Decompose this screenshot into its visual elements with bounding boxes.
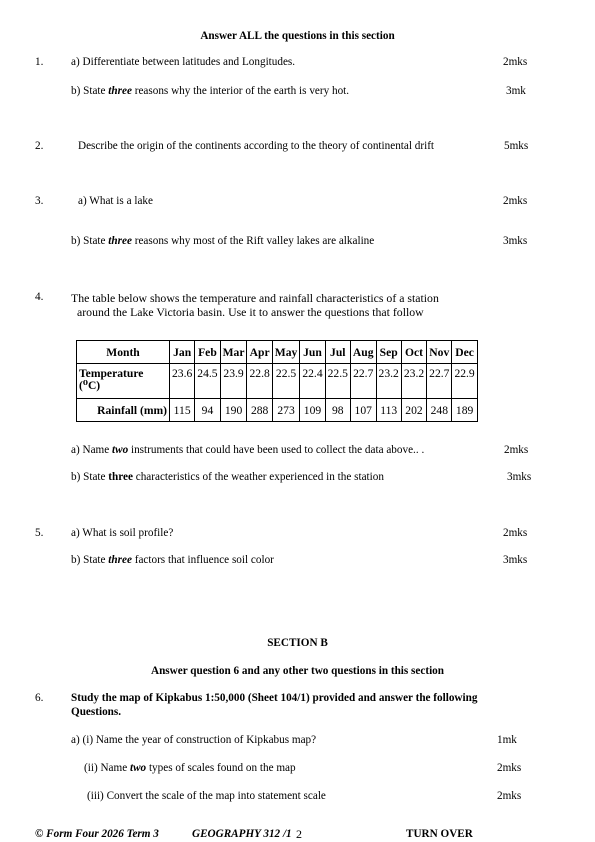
q5a-marks: 2mks	[503, 527, 528, 539]
table-row-temperature	[77, 364, 478, 399]
table-cell: 22.7	[350, 364, 376, 399]
q5a-text: a) What is soil profile?	[71, 527, 174, 539]
table-cell: 94	[195, 399, 220, 422]
table-header-cell: Jan	[170, 341, 195, 364]
table-cell: 109	[300, 399, 325, 422]
table-header-cell: Jun	[300, 341, 325, 364]
table-header-cell: Oct	[401, 341, 426, 364]
q1a-text: a) Differentiate between latitudes and Longitudes.	[71, 56, 296, 68]
table-cell: 22.5	[325, 364, 350, 399]
table-header-cell: Jul	[325, 341, 350, 364]
table-cell: 23.2	[376, 364, 401, 399]
q2-marks: 5mks	[504, 140, 529, 152]
q6-intro-line1: Study the map of Kipkabus 1:50,000 (Sheet 104/1) provided and answer the following	[71, 692, 478, 704]
q6-number: 6.	[35, 692, 44, 704]
table-cell: 107	[350, 399, 376, 422]
section-b-title: SECTION B	[267, 637, 328, 649]
q6a-iii-text: (iii) Convert the scale of the map into statement scale	[87, 790, 326, 802]
q4b-text: b) State three characteristics of the weather experienced in the station	[71, 471, 384, 483]
table-header-cell: Feb	[195, 341, 220, 364]
section-a-heading: Answer ALL the questions in this section	[200, 30, 395, 42]
q1a-marks: 2mks	[503, 56, 528, 68]
q1b-text: b) State three reasons why the interior of the earth is very hot.	[71, 85, 350, 97]
q2-text: Describe the origin of the continents according to the theory of continental drift	[78, 140, 435, 152]
table-cell: 22.4	[300, 364, 325, 399]
table-cell: 98	[325, 399, 350, 422]
table-cell: 23.2	[401, 364, 426, 399]
table-row-rainfall	[77, 399, 478, 422]
q4a-marks: 2mks	[504, 444, 529, 456]
q5b-text: b) State three factors that influence soil color	[71, 554, 274, 566]
q3b-marks: 3mks	[503, 235, 528, 247]
table-row-months	[77, 341, 478, 364]
table-label-rainfall: Rainfall (mm)	[77, 399, 170, 422]
q6a-ii-marks: 2mks	[497, 762, 522, 774]
table-header-month: Month	[77, 341, 170, 364]
q5b-marks: 3mks	[503, 554, 528, 566]
table-cell: 23.9	[220, 364, 247, 399]
table-cell: 113	[376, 399, 401, 422]
table-header-cell: Aug	[350, 341, 376, 364]
table-cell: 24.5	[195, 364, 220, 399]
q3-number: 3.	[35, 195, 44, 207]
q6a-iii-marks: 2mks	[497, 790, 522, 802]
table-cell: 22.9	[452, 364, 477, 399]
table-header-cell: Sep	[376, 341, 401, 364]
table-cell: 288	[247, 399, 272, 422]
table-cell: 115	[170, 399, 195, 422]
table-header-cell: May	[272, 341, 300, 364]
section-b-instruction: Answer question 6 and any other two questions in this section	[151, 665, 444, 677]
table-cell: 273	[272, 399, 300, 422]
table-header-cell: Nov	[427, 341, 452, 364]
table-header-cell: Apr	[247, 341, 272, 364]
footer-turn-over: TURN OVER	[406, 828, 473, 840]
q3a-text: a) What is a lake	[78, 195, 153, 207]
table-label-temperature: Temperature (⁰C)	[77, 364, 170, 399]
table-cell: 189	[452, 399, 477, 422]
q1-number: 1.	[35, 56, 44, 68]
table-cell: 23.6	[170, 364, 195, 399]
q1b-marks: 3mk	[506, 85, 526, 97]
climate-table	[76, 340, 478, 422]
footer-exam-label: © Form Four 2026 Term 3	[35, 828, 159, 840]
q4a-text: a) Name two instruments that could have been used to collect the data above.. .	[71, 444, 425, 456]
q3b-text: b) State three reasons why most of the Rift valley lakes are alkaline	[71, 235, 375, 247]
q3a-marks: 2mks	[503, 195, 528, 207]
table-cell: 22.8	[247, 364, 272, 399]
q4-number: 4.	[35, 291, 44, 303]
table-header-cell: Dec	[452, 341, 477, 364]
table-cell: 190	[220, 399, 247, 422]
q4b-marks: 3mks	[507, 471, 532, 483]
footer-page-number: 2	[296, 827, 302, 841]
q6a-i-marks: 1mk	[497, 734, 517, 746]
q2-number: 2.	[35, 140, 44, 152]
table-cell: 248	[427, 399, 452, 422]
table-cell: 202	[401, 399, 426, 422]
q6-intro-line2: Questions.	[71, 706, 122, 718]
q4-intro-line1: The table below shows the temperature and rainfall characteristics of a station	[71, 291, 439, 305]
table-cell: 22.5	[272, 364, 300, 399]
footer-subject: GEOGRAPHY 312 /1	[192, 828, 292, 840]
q6a-i-text: a) (i) Name the year of construction of Kipkabus map?	[71, 734, 317, 746]
table-cell: 22.7	[427, 364, 452, 399]
q4-intro-line2: around the Lake Victoria basin. Use it to answer the questions that follow	[77, 305, 424, 319]
table-header-cell: Mar	[220, 341, 247, 364]
q5-number: 5.	[35, 527, 44, 539]
q6a-ii-text: (ii) Name two types of scales found on the map	[84, 762, 296, 774]
